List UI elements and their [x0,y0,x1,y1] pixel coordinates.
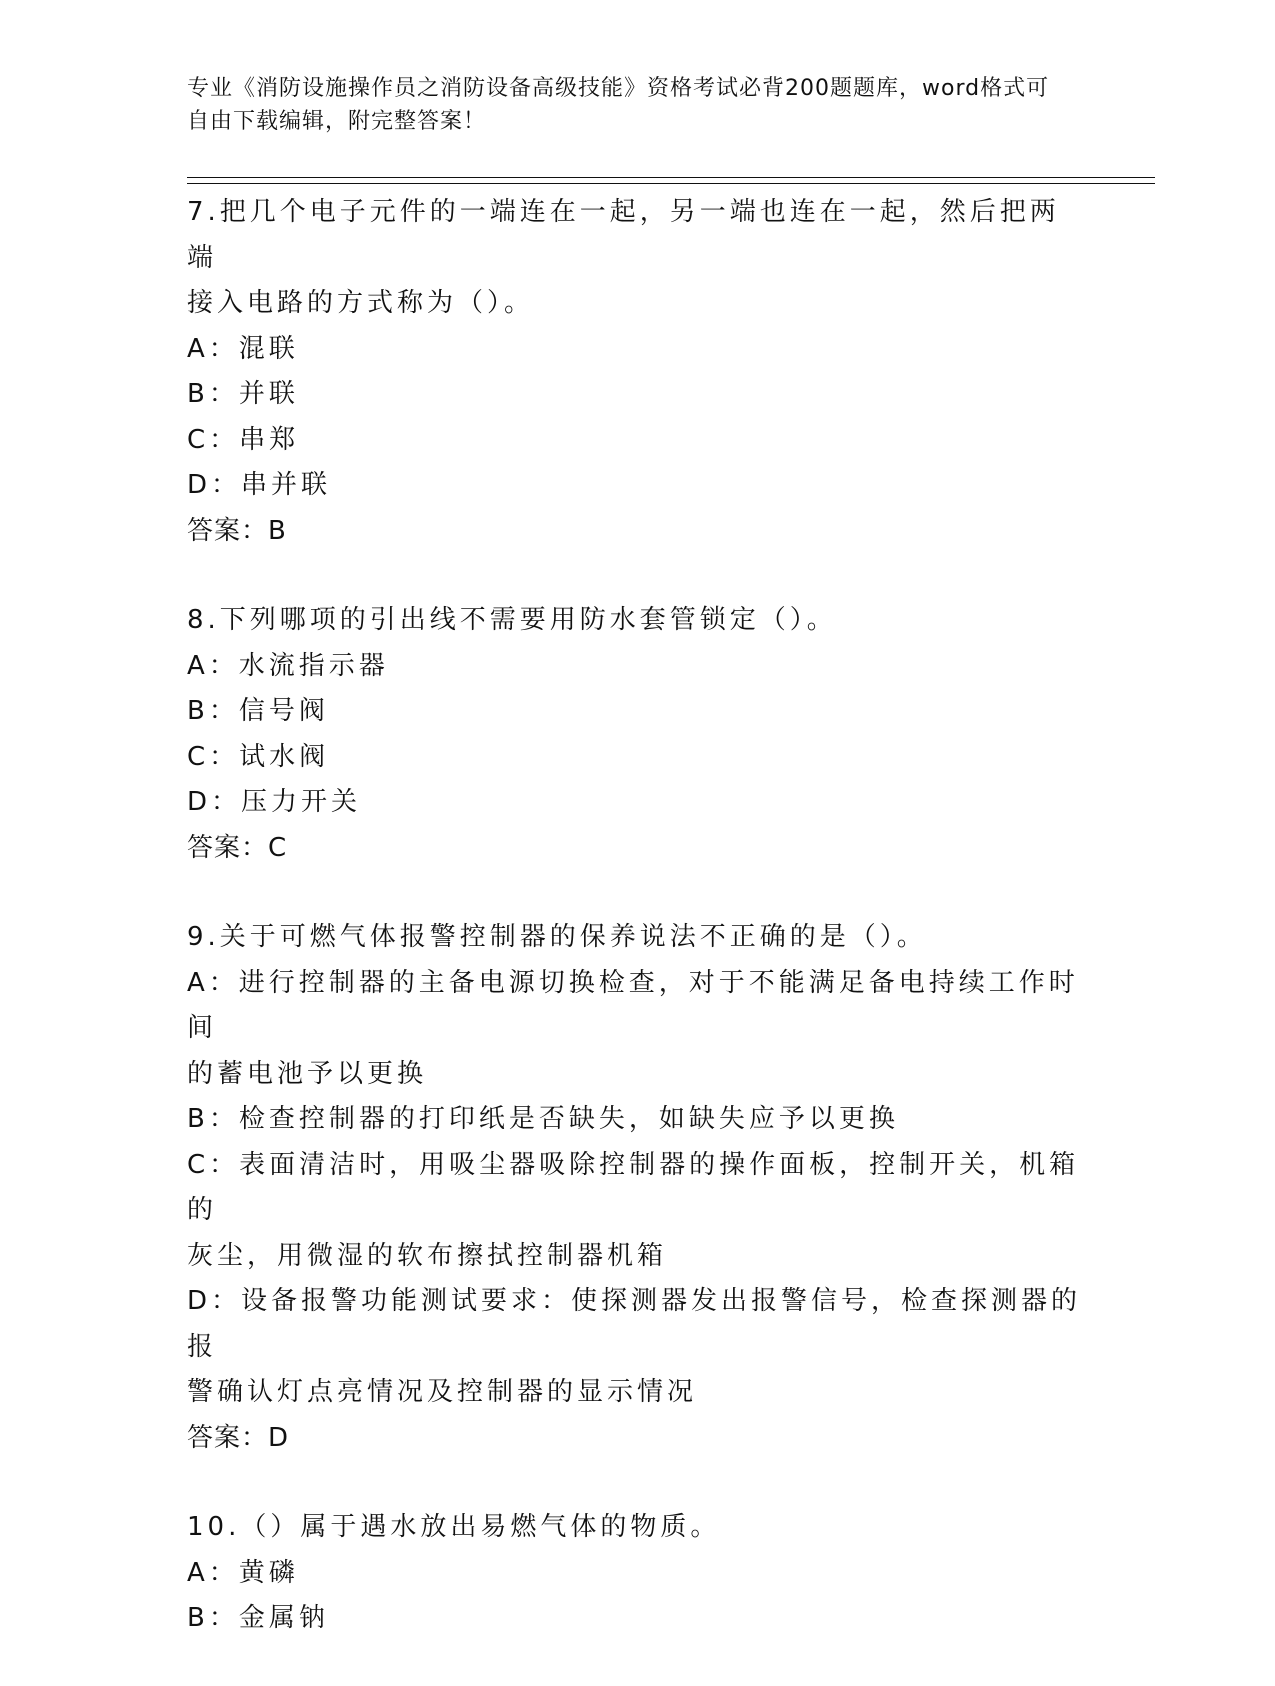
question-list [187,190,1087,1686]
option-b: B：金属钠 [187,1603,329,1633]
option-d: D：压力开关 [187,787,362,817]
question-stem-line: 10.（）属于遇水放出易燃气体的物质。 [187,1512,721,1542]
document-header: 专业《消防设施操作员之消防设备高级技能》资格考试必背200题题库，word格式可自由下载编辑，附完整答案！ [187,76,1050,134]
option-a-continued: 的蓄电池予以更换 [187,1058,428,1089]
question-9 [187,915,1087,1461]
question-7 [187,190,1087,554]
option-a: A：水流指示器 [187,650,389,681]
option-b: B：信号阀 [187,696,329,726]
option-a: A：进行控制器的主备电源切换检查，对于不能满足备电持续工作时间 [187,967,1079,1043]
answer-line: 答案：D [187,1422,290,1453]
option-d: D：设备报警功能测试要求：使探测器发出报警信号，检查探测器的报 [187,1286,1082,1362]
question-stem-line: 接入电路的方式称为（）。 [187,288,535,318]
header-rule-bottom [187,183,1155,184]
question-stem-line: 9.关于可燃气体报警控制器的保养说法不正确的是（）。 [187,922,927,952]
option-a: A：黄磷 [187,1557,299,1588]
header-rule-top [187,177,1155,178]
answer-line: 答案：C [187,832,288,863]
option-c: C：串郑 [187,424,300,455]
option-c: C：试水阀 [187,741,330,772]
question-stem-line: 8.下列哪项的引出线不需要用防水套管锁定（）。 [187,605,837,635]
option-d-continued: 警确认灯点亮情况及控制器的显示情况 [187,1377,698,1407]
answer-line: 答案：B [187,515,287,546]
option-d: D：串并联 [187,470,332,500]
question-8 [187,598,1087,871]
option-a: A：混联 [187,333,299,364]
question-10 [187,1505,1087,1642]
option-c: C：表面清洁时，用吸尘器吸除控制器的操作面板，控制开关，机箱的 [187,1149,1080,1225]
question-stem-line: 7.把几个电子元件的一端连在一起，另一端也连在一起，然后把两端 [187,197,1060,273]
option-b: B：并联 [187,379,299,409]
option-b: B：检查控制器的打印纸是否缺失，如缺失应予以更换 [187,1104,899,1134]
option-c-continued: 灰尘，用微湿的软布擦拭控制器机箱 [187,1240,668,1271]
